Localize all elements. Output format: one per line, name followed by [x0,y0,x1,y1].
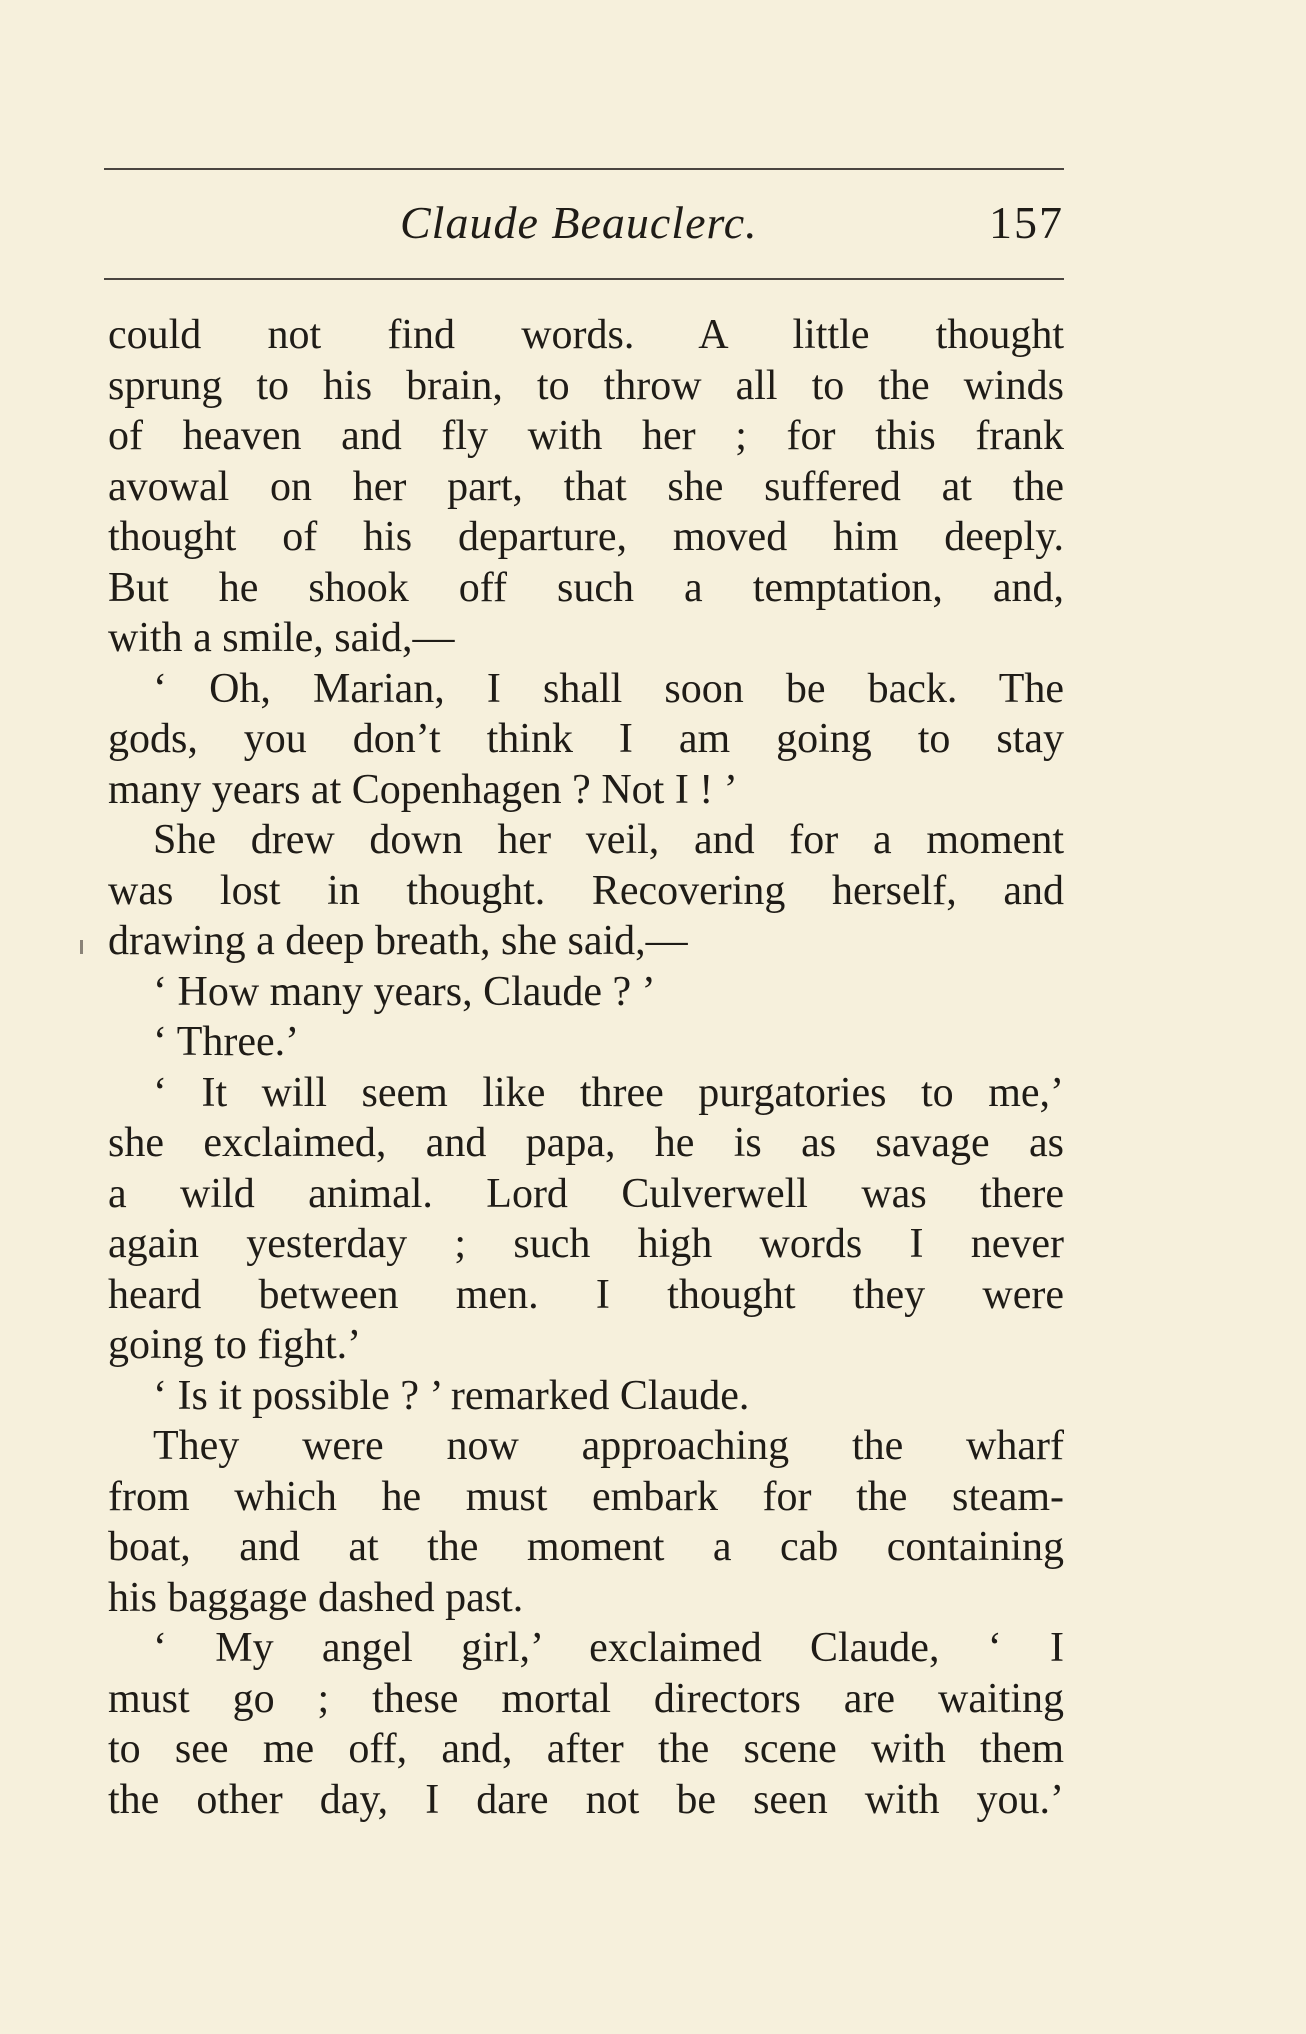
running-title: Claude Beauclerc. [400,197,758,248]
text-line: many years at Copenhagen ? Not I ! ’ [108,766,738,813]
text-line: ‘ Is it possible ? ’ remarked Claude. [153,1372,750,1419]
text-line: the other day, I dare not be seen with you.’ [108,1776,1064,1823]
text-line: They were now approaching the wharf [153,1423,1064,1469]
text-line: ‘ How many years, Claude ? ’ [153,968,656,1015]
text-line: avowal on her part, that she suffered at the [108,463,1064,510]
text-line: ‘ It will seem like three purgatories to me,’ [153,1069,1064,1116]
text-line: from which he must embark for the steam- [108,1473,1064,1520]
text-line: thought of his departure, moved him deeply. [108,514,1064,560]
text-line: ‘ Three.’ [153,1019,300,1065]
text-line: she exclaimed, and papa, he is as savage as [108,1120,1064,1166]
text-line: But he shook off such a temptation, and, [108,564,1064,611]
page-number: 157 [989,197,1064,248]
text-line: ‘ Oh, Marian, I shall soon be back. The [153,665,1064,712]
header-bottom-rule [104,278,1064,280]
header-top-rule [104,168,1064,170]
running-head [104,188,1064,258]
text-line: was lost in thought. Recovering herself, and [108,867,1064,914]
text-line: his baggage dashed past. [108,1574,524,1621]
body-text [108,310,1064,1825]
margin-mark [80,940,83,954]
text-line: could not find words. A little thought [108,312,1064,358]
text-line: ‘ My angel girl,’ exclaimed Claude, ‘ I [153,1625,1064,1671]
text-line: drawing a deep breath, she said,— [108,918,688,964]
text-line: of heaven and fly with her ; for this frank [108,413,1064,459]
text-line: She drew down her veil, and for a moment [153,817,1064,863]
text-line: gods, you don’t think I am going to stay [108,716,1064,762]
text-line: with a smile, said,— [108,615,455,661]
text-line: a wild animal. Lord Culverwell was there [108,1170,1064,1217]
text-line: must go ; these mortal directors are waiting [108,1675,1064,1722]
text-line: sprung to his brain, to throw all to the winds [108,362,1064,409]
text-line: boat, and at the moment a cab containing [108,1524,1064,1570]
text-line: again yesterday ; such high words I never [108,1221,1064,1267]
text-line: to see me off, and, after the scene with them [108,1726,1064,1772]
text-line: going to fight.’ [108,1322,362,1368]
text-line: heard between men. I thought they were [108,1271,1064,1318]
